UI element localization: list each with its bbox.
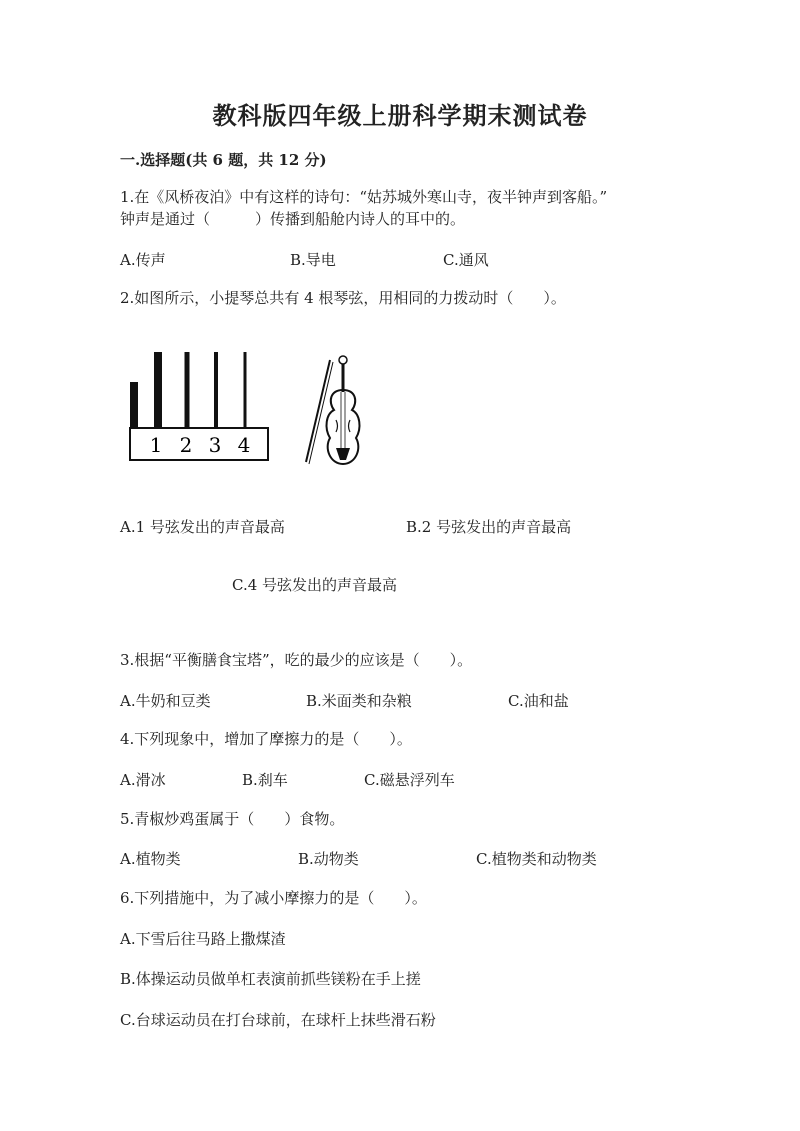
string-diagram-svg	[126, 346, 272, 464]
string-label-4: 4	[237, 433, 251, 457]
violin-illustration	[300, 352, 380, 470]
question-5-option-c: C.植物类和动物类	[476, 850, 597, 868]
question-1-line-1: 1.在《风桥夜泊》中有这样的诗句：“姑苏城外寒山寺，夜半钟声到客船。”	[120, 188, 608, 206]
question-6-text: 6.下列措施中，为了减小摩擦力的是（ ）。	[120, 889, 427, 907]
string-diagram	[126, 346, 272, 464]
question-5-text: 5.青椒炒鸡蛋属于（ ）食物。	[120, 810, 345, 828]
violin-f-hole-right	[349, 420, 351, 432]
question-6-option-c: C.台球运动员在打台球前，在球杆上抹些滑石粉	[120, 1011, 436, 1029]
question-1-option-a: A.传声	[120, 251, 166, 269]
question-2-option-a: A.1 号弦发出的声音最高	[120, 518, 285, 536]
question-6-option-a: A.下雪后往马路上撒煤渣	[120, 930, 286, 948]
question-5-option-a: A.植物类	[120, 850, 181, 868]
string-1	[154, 352, 162, 428]
page-title: 教科版四年级上册科学期末测试卷	[212, 101, 588, 130]
question-5-option-b: B.动物类	[298, 850, 359, 868]
violin-scroll	[339, 356, 347, 364]
violin-icon	[300, 352, 380, 470]
question-1-option-b: B.导电	[290, 251, 336, 269]
question-2-text: 2.如图所示，小提琴总共有 4 根琴弦，用相同的力拨动时（ ）。	[120, 289, 566, 307]
question-4-option-b: B.刹车	[242, 771, 288, 789]
question-4-option-c: C.磁悬浮列车	[364, 771, 455, 789]
question-3-option-c: C.油和盐	[508, 692, 569, 710]
question-4-text: 4.下列现象中，增加了摩擦力的是（ ）。	[120, 730, 412, 748]
question-3-text: 3.根据“平衡膳食宝塔”，吃的最少的应该是（ ）。	[120, 651, 473, 669]
string-label-3: 3	[208, 433, 222, 457]
bow-stick	[306, 360, 330, 462]
question-4-option-a: A.滑冰	[120, 771, 166, 789]
string-1-upper	[130, 382, 138, 428]
question-6-option-b: B.体操运动员做单杠表演前抓些镁粉在手上搓	[120, 970, 421, 988]
section-heading: 一.选择题(共 6 题，共 12 分)	[120, 151, 327, 169]
violin-tailpiece	[336, 448, 350, 460]
question-2-option-b: B.2 号弦发出的声音最高	[406, 518, 572, 536]
question-1-option-c: C.通风	[443, 251, 489, 269]
question-3-option-a: A.牛奶和豆类	[120, 692, 211, 710]
violin-f-hole-left	[336, 420, 338, 432]
question-1-line-2: 钟声是通过（ ）传播到船舱内诗人的耳中的。	[120, 210, 466, 228]
question-2-option-c: C.4 号弦发出的声音最高	[232, 576, 398, 594]
question-3-option-b: B.米面类和杂粮	[306, 692, 412, 710]
string-label-2: 2	[179, 433, 193, 457]
string-label-1: 1	[149, 433, 163, 457]
